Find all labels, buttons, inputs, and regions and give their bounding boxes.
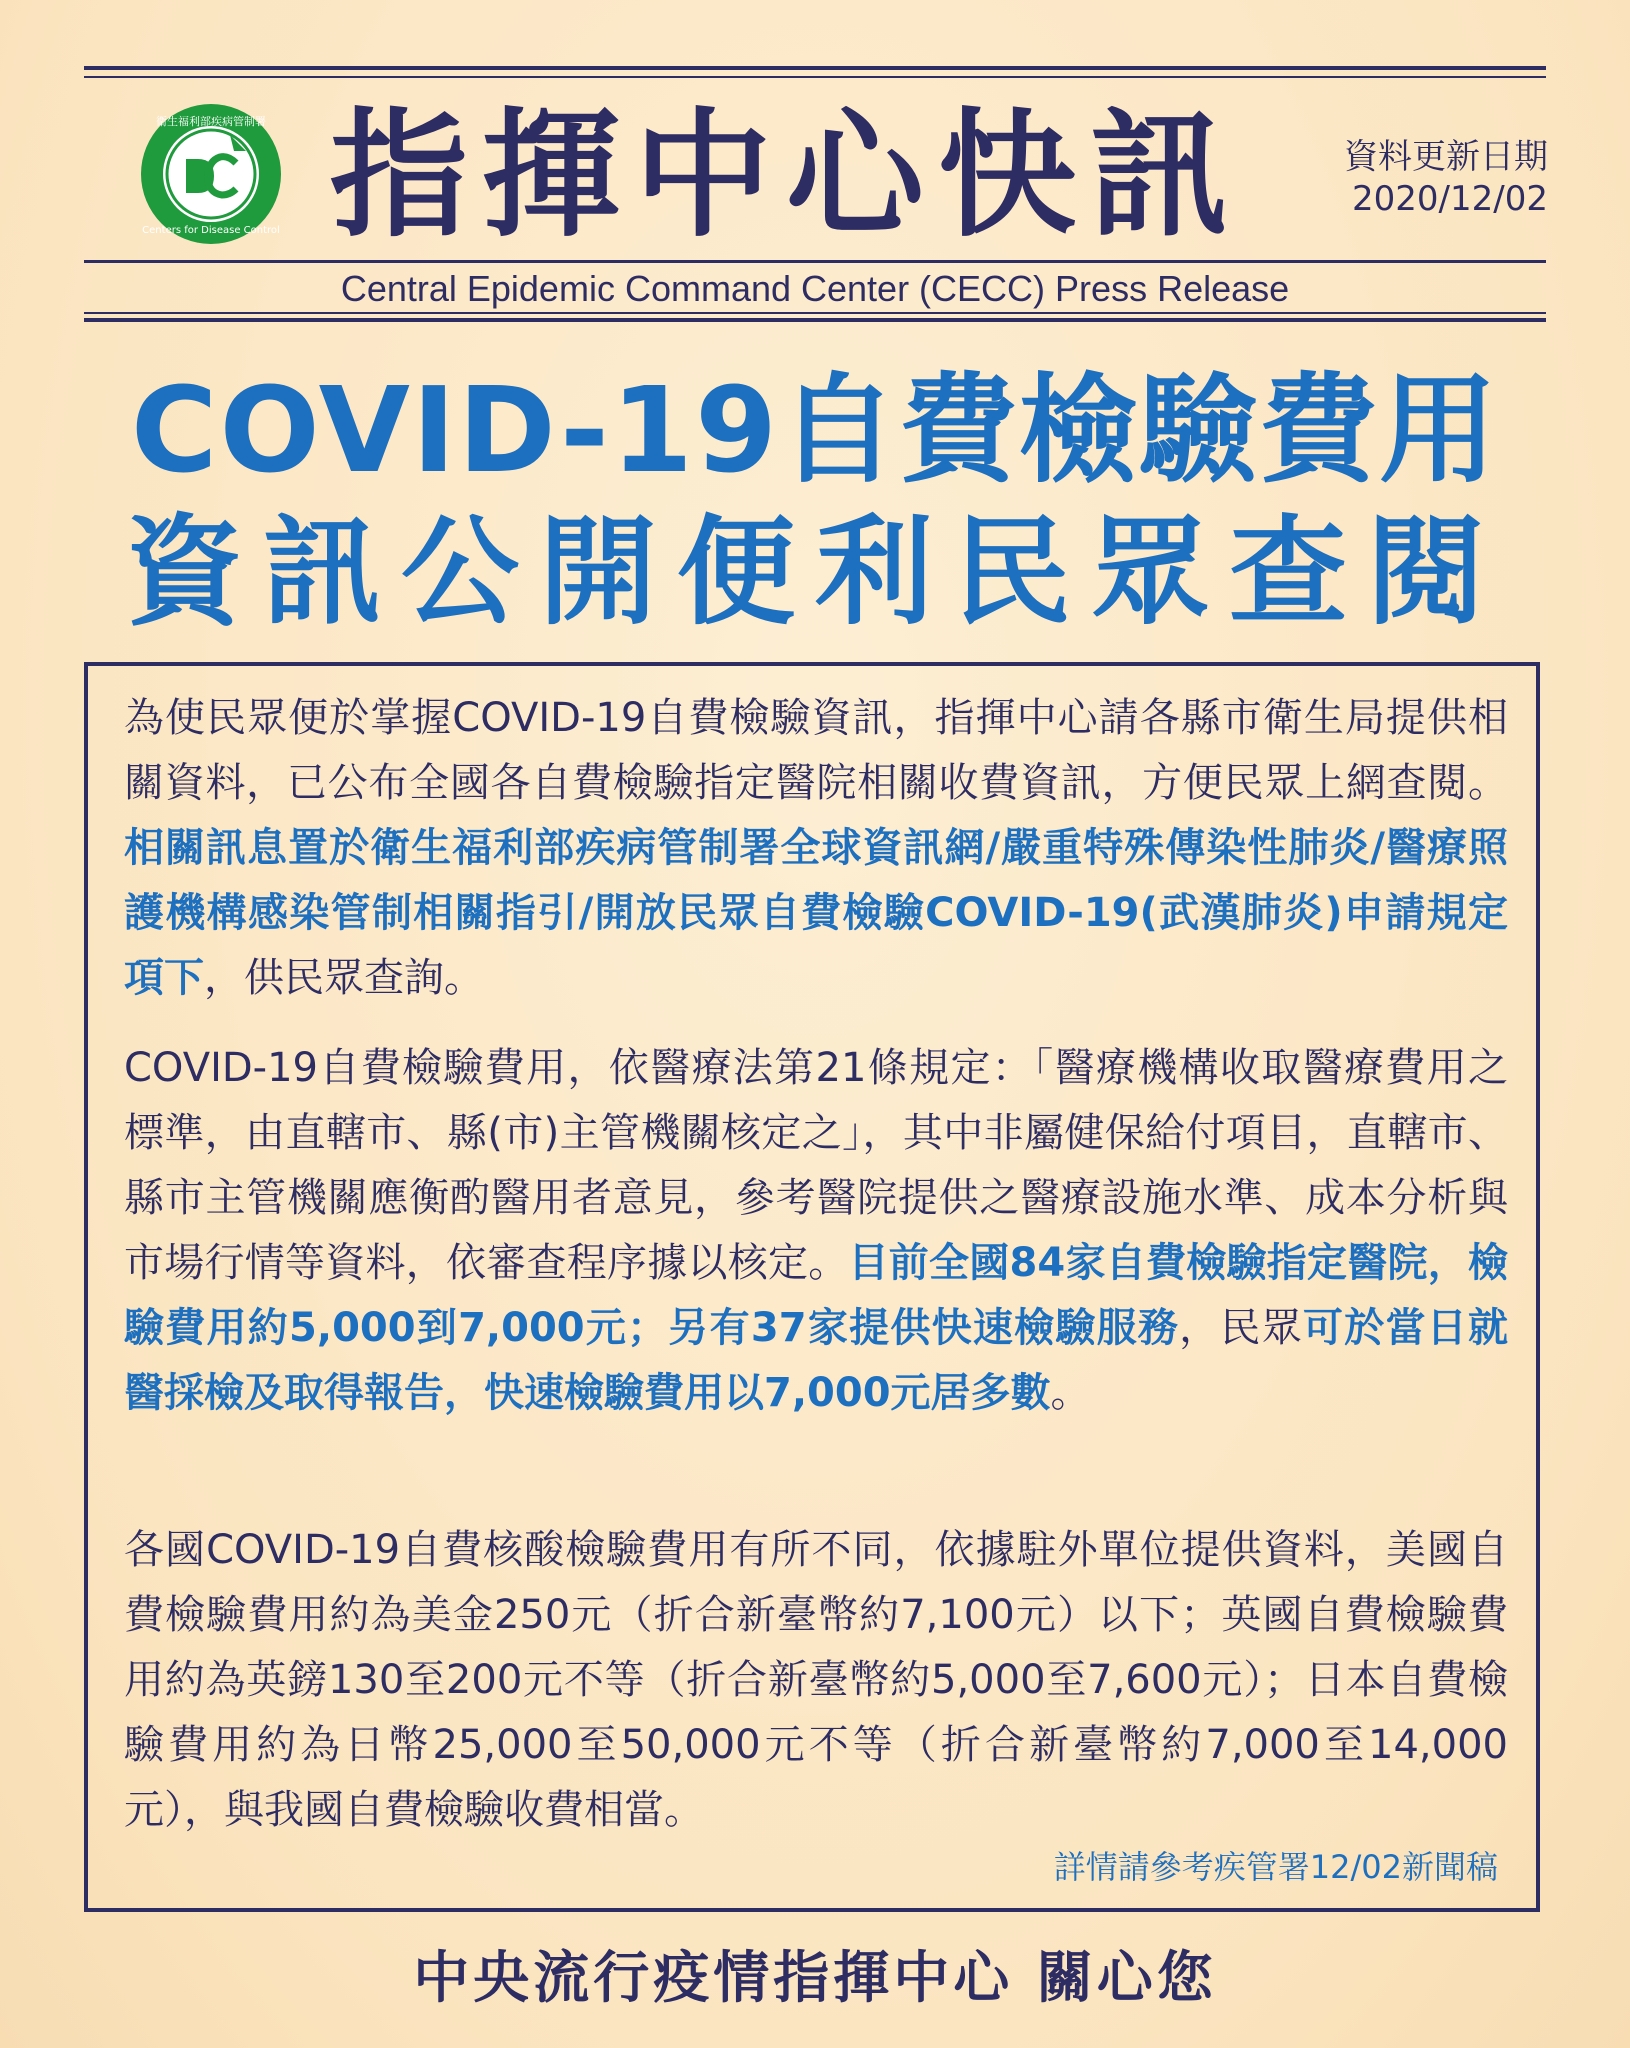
p2-highlight-2: 可於當日就醫採檢及取得報告，快速檢驗費用以7,000元居多數: [124, 1305, 1508, 1416]
paragraph-1: [124, 686, 1508, 1011]
top-rule-thick: [84, 66, 1546, 70]
p2-text: COVID-19自費檢驗費用，依醫療法第21條規定：「醫療機構收取醫療費用之標準，由直轄市、縣(市)主管機關核定之」，其中非屬健保給付項目，直轄市、縣市主管機關應衡酌醫用者意見，參考醫院提供之醫療設施水準、成本分析與市場行情等資料，依審查程序據以核定。: [124, 1045, 1508, 1286]
cdc-logo: [138, 101, 284, 247]
update-date-block: [1318, 136, 1548, 220]
subtitle-rule-bottom-thick: [84, 318, 1546, 322]
paragraph-2: [124, 1036, 1508, 1426]
content-box: [84, 662, 1540, 1912]
svg-text:Centers for Disease Control: Centers for Disease Control: [142, 225, 280, 236]
subtitle-rule-top: [84, 260, 1546, 263]
subtitle-rule-bottom-thin: [84, 312, 1546, 314]
source-note: 詳情請參考疾管署12/02新聞稿: [1053, 1848, 1498, 1886]
p1-text: 為使民眾便於掌握COVID-19自費檢驗資訊，指揮中心請各縣市衛生局提供相關資料，已公布全國各自費檢驗指定醫院相關收費資訊，方便民眾上網查閱。: [124, 695, 1508, 806]
p1-text-end: ，供民眾查詢。: [204, 955, 484, 1001]
paragraph-3: [124, 1518, 1508, 1843]
svg-text:衛生福利部疾病管制署: 衛生福利部疾病管制署: [156, 115, 266, 128]
headline-line-2: 資訊公開便利民眾查閱: [124, 503, 1505, 641]
headline-line-1: COVID-19自費檢驗費用: [130, 361, 1500, 499]
p1-highlight: 相關訊息置於衛生福利部疾病管制署全球資訊網/嚴重特殊傳染性肺炎/醫療照護機構感染管制相關指引/開放民眾自費檢驗COVID-19(武漢肺炎)申請規定項下: [124, 825, 1508, 1001]
update-date: 2020/12/02: [1352, 179, 1548, 219]
masthead-title: 指揮中心快訊: [330, 95, 1243, 256]
top-rule-thin: [84, 76, 1546, 78]
p2-text-end: 。: [1050, 1370, 1091, 1416]
p2-text-mid: ，民眾: [1179, 1305, 1303, 1351]
cecc-subtitle: Central Epidemic Command Center (CECC) Press Release: [340, 268, 1290, 309]
footer-message: 中央流行疫情指揮中心 關心您: [413, 1946, 1217, 2011]
p3-text: 各國COVID-19自費核酸檢驗費用有所不同，依據駐外單位提供資料，美國自費檢驗費用約為美金250元（折合新臺幣約7,100元）以下；英國自費檢驗費用約為英鎊130至200元不等（折合新臺幣約5,000至7,600元）；日本自費檢驗費用約為日幣25,000至50,000元不等（折合新臺幣約7,000至14,000元），與我國自費檢驗收費相當。: [124, 1527, 1508, 1833]
p2-highlight-1: 目前全國84家自費檢驗指定醫院，檢驗費用約5,000到7,000元；另有37家提供快速檢驗服務: [124, 1240, 1508, 1351]
date-label: 資料更新日期: [1344, 137, 1548, 177]
